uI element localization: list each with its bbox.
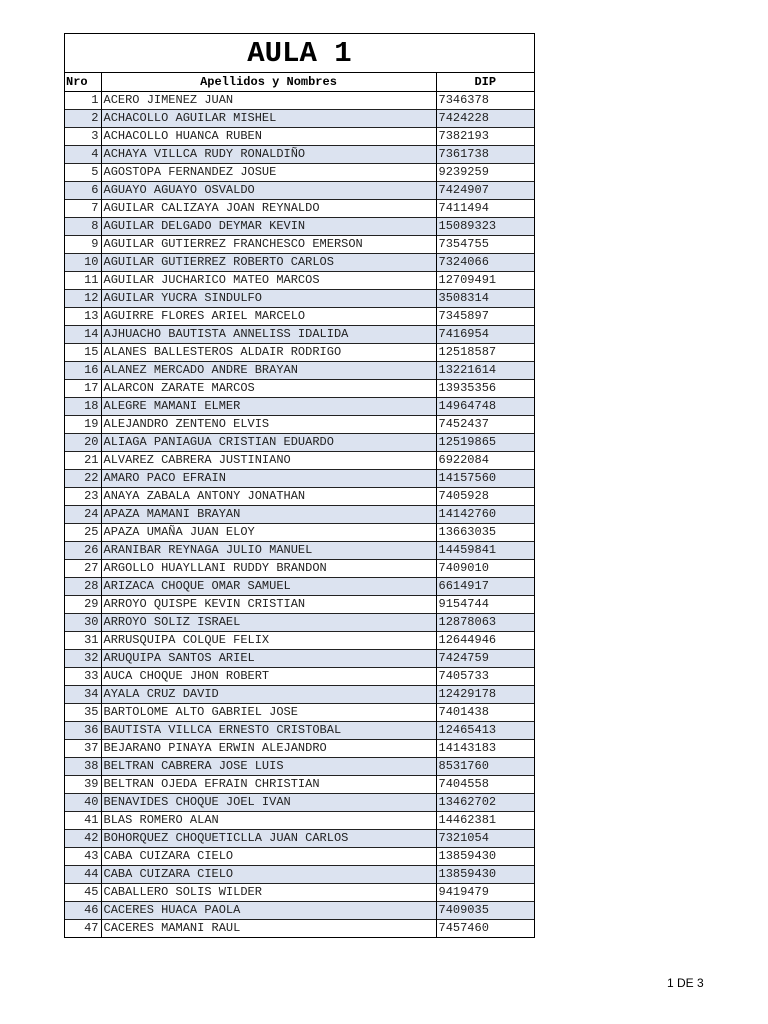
header-dip: DIP: [436, 73, 534, 91]
table-row: [65, 91, 534, 109]
row-name: AGUIRRE FLORES ARIEL MARCELO: [101, 307, 436, 325]
row-nro: 29: [65, 595, 101, 613]
row-dip: 7401438: [436, 703, 534, 721]
row-dip: 9239259: [436, 163, 534, 181]
row-nro: 33: [65, 667, 101, 685]
row-nro: 26: [65, 541, 101, 559]
row-name: CACERES HUACA PAOLA: [101, 901, 436, 919]
row-nro: 6: [65, 181, 101, 199]
row-name: ANAYA ZABALA ANTONY JONATHAN: [101, 487, 436, 505]
row-nro: 21: [65, 451, 101, 469]
row-nro: 13: [65, 307, 101, 325]
row-dip: 12709491: [436, 271, 534, 289]
row-name: BEJARANO PINAYA ERWIN ALEJANDRO: [101, 739, 436, 757]
row-nro: 14: [65, 325, 101, 343]
row-name: ACHACOLLO HUANCA RUBEN: [101, 127, 436, 145]
table-row: [65, 631, 534, 649]
table-row: [65, 307, 534, 325]
row-dip: 6922084: [436, 451, 534, 469]
row-dip: 12644946: [436, 631, 534, 649]
row-dip: 7424228: [436, 109, 534, 127]
row-name: BENAVIDES CHOQUE JOEL IVAN: [101, 793, 436, 811]
table-row: [65, 721, 534, 739]
row-dip: 13663035: [436, 523, 534, 541]
row-name: CABA CUIZARA CIELO: [101, 847, 436, 865]
row-nro: 9: [65, 235, 101, 253]
row-dip: 7405733: [436, 667, 534, 685]
row-nro: 37: [65, 739, 101, 757]
row-name: CABA CUIZARA CIELO: [101, 865, 436, 883]
row-dip: 13859430: [436, 847, 534, 865]
row-name: ARIZACA CHOQUE OMAR SAMUEL: [101, 577, 436, 595]
row-dip: 13221614: [436, 361, 534, 379]
row-name: AGOSTOPA FERNANDEZ JOSUE: [101, 163, 436, 181]
row-dip: 14964748: [436, 397, 534, 415]
row-name: ALVAREZ CABRERA JUSTINIANO: [101, 451, 436, 469]
row-dip: 12429178: [436, 685, 534, 703]
row-name: ACERO JIMENEZ JUAN: [101, 91, 436, 109]
row-dip: 7404558: [436, 775, 534, 793]
row-name: BARTOLOME ALTO GABRIEL JOSE: [101, 703, 436, 721]
row-nro: 20: [65, 433, 101, 451]
row-nro: 31: [65, 631, 101, 649]
table-row: [65, 145, 534, 163]
row-dip: 7346378: [436, 91, 534, 109]
row-dip: 14462381: [436, 811, 534, 829]
row-dip: 7382193: [436, 127, 534, 145]
table-row: [65, 541, 534, 559]
table-row: [65, 487, 534, 505]
row-name: ACHAYA VILLCA RUDY RONALDIÑO: [101, 145, 436, 163]
row-dip: 7345897: [436, 307, 534, 325]
row-dip: 7411494: [436, 199, 534, 217]
row-name: BAUTISTA VILLCA ERNESTO CRISTOBAL: [101, 721, 436, 739]
row-dip: 7424907: [436, 181, 534, 199]
row-nro: 35: [65, 703, 101, 721]
row-dip: 9154744: [436, 595, 534, 613]
row-name: CACERES MAMANI RAUL: [101, 919, 436, 937]
row-name: ARROYO SOLIZ ISRAEL: [101, 613, 436, 631]
row-name: BOHORQUEZ CHOQUETICLLA JUAN CARLOS: [101, 829, 436, 847]
table-row: [65, 811, 534, 829]
row-nro: 23: [65, 487, 101, 505]
table-row: [65, 757, 534, 775]
table-row: [65, 127, 534, 145]
row-name: ALARCON ZARATE MARCOS: [101, 379, 436, 397]
row-dip: 7424759: [436, 649, 534, 667]
table-row: [65, 793, 534, 811]
row-name: ARROYO QUISPE KEVIN CRISTIAN: [101, 595, 436, 613]
table-row: [65, 397, 534, 415]
row-dip: 7321054: [436, 829, 534, 847]
table-row: [65, 577, 534, 595]
row-name: BLAS ROMERO ALAN: [101, 811, 436, 829]
row-nro: 8: [65, 217, 101, 235]
table-row: [65, 847, 534, 865]
row-nro: 45: [65, 883, 101, 901]
table-row: [65, 739, 534, 757]
row-dip: 14459841: [436, 541, 534, 559]
row-nro: 19: [65, 415, 101, 433]
row-name: AMARO PACO EFRAIN: [101, 469, 436, 487]
row-nro: 47: [65, 919, 101, 937]
page-number: 1 DE 3: [667, 976, 704, 990]
row-dip: 7457460: [436, 919, 534, 937]
row-name: ACHACOLLO AGUILAR MISHEL: [101, 109, 436, 127]
row-dip: 3508314: [436, 289, 534, 307]
table-row: [65, 595, 534, 613]
row-name: ALEGRE MAMANI ELMER: [101, 397, 436, 415]
table-row: [65, 469, 534, 487]
sheet-title: AULA 1: [65, 34, 534, 73]
row-name: AYALA CRUZ DAVID: [101, 685, 436, 703]
row-nro: 18: [65, 397, 101, 415]
row-dip: 14143183: [436, 739, 534, 757]
table-row: [65, 865, 534, 883]
row-dip: 14142760: [436, 505, 534, 523]
row-dip: 9419479: [436, 883, 534, 901]
row-nro: 4: [65, 145, 101, 163]
row-name: BELTRAN CABRERA JOSE LUIS: [101, 757, 436, 775]
row-name: AGUILAR DELGADO DEYMAR KEVIN: [101, 217, 436, 235]
row-name: ALANEZ MERCADO ANDRE BRAYAN: [101, 361, 436, 379]
table-row: [65, 235, 534, 253]
row-nro: 10: [65, 253, 101, 271]
row-name: ARGOLLO HUAYLLANI RUDDY BRANDON: [101, 559, 436, 577]
table-row: [65, 613, 534, 631]
row-dip: 12465413: [436, 721, 534, 739]
row-dip: 7409035: [436, 901, 534, 919]
row-nro: 38: [65, 757, 101, 775]
row-dip: 14157560: [436, 469, 534, 487]
row-nro: 46: [65, 901, 101, 919]
row-name: AJHUACHO BAUTISTA ANNELISS IDALIDA: [101, 325, 436, 343]
row-nro: 41: [65, 811, 101, 829]
row-dip: 13859430: [436, 865, 534, 883]
row-dip: 12519865: [436, 433, 534, 451]
row-name: BELTRAN OJEDA EFRAIN CHRISTIAN: [101, 775, 436, 793]
table-row: [65, 685, 534, 703]
row-name: ARUQUIPA SANTOS ARIEL: [101, 649, 436, 667]
row-nro: 34: [65, 685, 101, 703]
table-row: [65, 181, 534, 199]
row-name: ALEJANDRO ZENTENO ELVIS: [101, 415, 436, 433]
row-dip: 7354755: [436, 235, 534, 253]
table-row: [65, 505, 534, 523]
row-name: AGUILAR YUCRA SINDULFO: [101, 289, 436, 307]
row-nro: 5: [65, 163, 101, 181]
table-row: [65, 199, 534, 217]
table-row: [65, 703, 534, 721]
row-dip: 7405928: [436, 487, 534, 505]
table-row: [65, 343, 534, 361]
row-name: APAZA MAMANI BRAYAN: [101, 505, 436, 523]
row-nro: 1: [65, 91, 101, 109]
table-row: [65, 289, 534, 307]
roster-sheet: [64, 33, 535, 938]
table-row: [65, 415, 534, 433]
row-dip: 12518587: [436, 343, 534, 361]
table-row: [65, 379, 534, 397]
table-row: [65, 361, 534, 379]
row-nro: 32: [65, 649, 101, 667]
row-nro: 25: [65, 523, 101, 541]
table-row: [65, 559, 534, 577]
table-row: [65, 109, 534, 127]
row-nro: 22: [65, 469, 101, 487]
row-nro: 39: [65, 775, 101, 793]
table-row: [65, 649, 534, 667]
row-name: ALIAGA PANIAGUA CRISTIAN EDUARDO: [101, 433, 436, 451]
row-name: CABALLERO SOLIS WILDER: [101, 883, 436, 901]
table-row: [65, 667, 534, 685]
row-nro: 24: [65, 505, 101, 523]
row-name: ARANIBAR REYNAGA JULIO MANUEL: [101, 541, 436, 559]
row-nro: 42: [65, 829, 101, 847]
row-nro: 36: [65, 721, 101, 739]
row-dip: 7452437: [436, 415, 534, 433]
table-row: [65, 217, 534, 235]
table-row: [65, 523, 534, 541]
row-nro: 43: [65, 847, 101, 865]
row-dip: 15089323: [436, 217, 534, 235]
row-nro: 16: [65, 361, 101, 379]
table-row: [65, 919, 534, 937]
row-nro: 3: [65, 127, 101, 145]
table-row: [65, 325, 534, 343]
table-header-row: [65, 73, 534, 91]
row-dip: 7324066: [436, 253, 534, 271]
row-dip: 6614917: [436, 577, 534, 595]
row-name: AGUAYO AGUAYO OSVALDO: [101, 181, 436, 199]
row-nro: 30: [65, 613, 101, 631]
row-name: AGUILAR GUTIERREZ FRANCHESCO EMERSON: [101, 235, 436, 253]
table-row: [65, 253, 534, 271]
row-name: APAZA UMAÑA JUAN ELOY: [101, 523, 436, 541]
row-name: AUCA CHOQUE JHON ROBERT: [101, 667, 436, 685]
table-row: [65, 433, 534, 451]
row-name: ARRUSQUIPA COLQUE FELIX: [101, 631, 436, 649]
row-dip: 8531760: [436, 757, 534, 775]
row-nro: 7: [65, 199, 101, 217]
table-row: [65, 163, 534, 181]
roster-table: [65, 73, 534, 937]
row-dip: 7409010: [436, 559, 534, 577]
row-nro: 28: [65, 577, 101, 595]
row-nro: 17: [65, 379, 101, 397]
table-row: [65, 883, 534, 901]
table-row: [65, 271, 534, 289]
row-dip: 7361738: [436, 145, 534, 163]
header-nro: Nro: [65, 73, 101, 91]
row-dip: 13935356: [436, 379, 534, 397]
row-dip: 7416954: [436, 325, 534, 343]
header-name: Apellidos y Nombres: [101, 73, 436, 91]
row-name: ALANES BALLESTEROS ALDAIR RODRIGO: [101, 343, 436, 361]
table-row: [65, 451, 534, 469]
row-name: AGUILAR JUCHARICO MATEO MARCOS: [101, 271, 436, 289]
row-nro: 15: [65, 343, 101, 361]
row-name: AGUILAR GUTIERREZ ROBERTO CARLOS: [101, 253, 436, 271]
row-nro: 11: [65, 271, 101, 289]
row-nro: 2: [65, 109, 101, 127]
row-nro: 12: [65, 289, 101, 307]
table-body: [65, 91, 534, 937]
row-nro: 40: [65, 793, 101, 811]
row-name: AGUILAR CALIZAYA JOAN REYNALDO: [101, 199, 436, 217]
row-dip: 13462702: [436, 793, 534, 811]
row-dip: 12878063: [436, 613, 534, 631]
row-nro: 27: [65, 559, 101, 577]
table-row: [65, 901, 534, 919]
row-nro: 44: [65, 865, 101, 883]
table-row: [65, 829, 534, 847]
table-row: [65, 775, 534, 793]
